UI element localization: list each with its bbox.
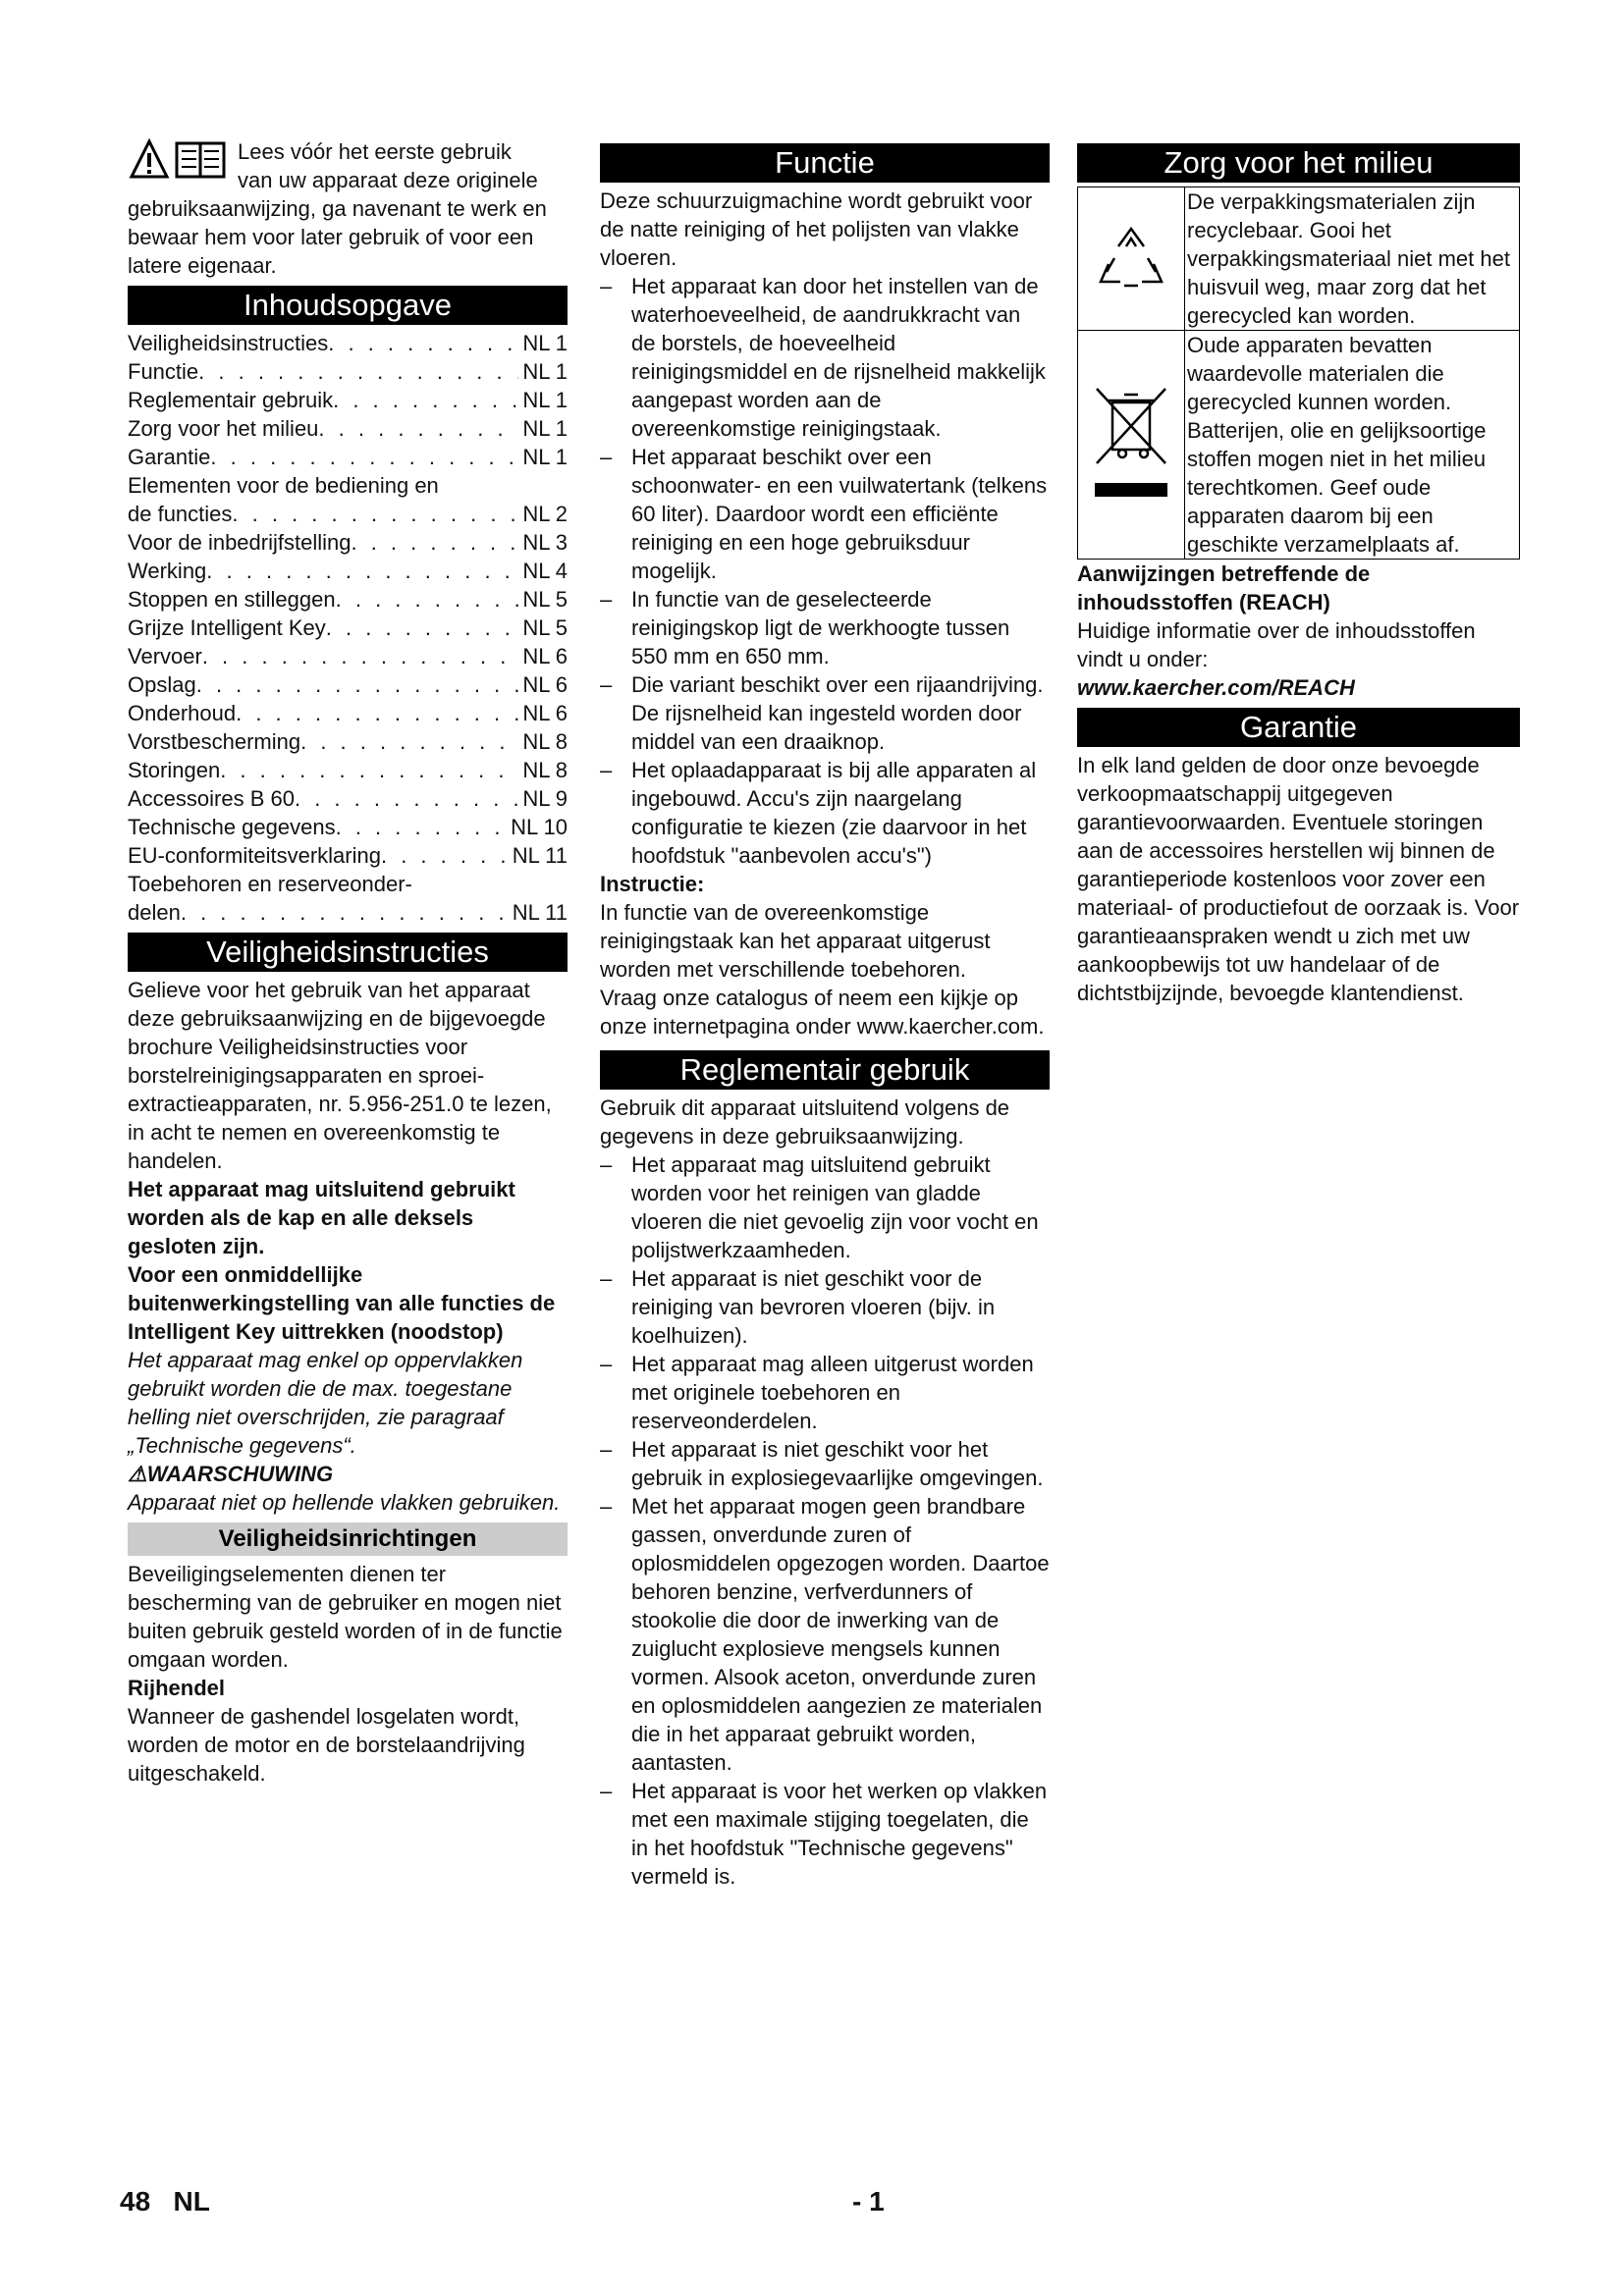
toc-leader-dots bbox=[206, 557, 518, 585]
list-item-text: Het apparaat beschikt over een schoonwater- en een vuilwatertank (telkens 60 liter). Daardoor wordt een efficiënte reiniging en een hoge gebruiksduur mogelijk. bbox=[631, 445, 1048, 583]
dash-bullet: – bbox=[600, 1779, 613, 1803]
toc-item[interactable] bbox=[128, 670, 568, 699]
warning-manual-icon bbox=[128, 137, 236, 183]
toc-item-label: Functie bbox=[128, 359, 199, 384]
toc-item-label: Reglementair gebruik bbox=[128, 388, 334, 412]
list-item-text: Het apparaat mag uitsluitend gebruikt worden voor het reinigen van gladde vloeren die niet gevoelig zijn voor vocht en polijstwerkzaamheden. bbox=[631, 1152, 1039, 1262]
dash-bullet: – bbox=[600, 1352, 613, 1376]
list-item-text: Het apparaat is niet geschikt voor de reiniging van bevroren vloeren (bijv. in koelhuizen). bbox=[631, 1266, 996, 1348]
toc-item-label: Onderhoud bbox=[128, 701, 237, 725]
dash-bullet: – bbox=[600, 1437, 613, 1462]
warranty-paragraph: In elk land gelden de door onze bevoegde verkoopmaatschappij uitgegeven garantievoorwaarden. Eventuele storingen aan de accessoires herstellen wij binnen de garantieperiode kostenloos voor zover een materiaal- of productiefout de oorzaak is. Voor garantieaanspraken wendt u zich met uw aankoopbewijs tot uw handelaar of de dichtstbijzijnde, bevoegde klantendienst. bbox=[1077, 753, 1520, 1005]
environment-heading: Zorg voor het milieu bbox=[1077, 143, 1520, 183]
toc-item-label: Werking bbox=[128, 559, 207, 583]
toc-leader-dots bbox=[351, 528, 518, 557]
toc-item-label: Grijze Intelligent Key bbox=[128, 615, 326, 640]
list-item-text: Het apparaat is voor het werken op vlakken met een maximale stijging toegelaten, die in het hoofdstuk "Technische gegevens" vermeld is. bbox=[631, 1779, 1048, 1889]
toc-item-label: Zorg voor het milieu bbox=[128, 416, 319, 441]
dash-bullet: – bbox=[600, 1152, 613, 1177]
toc-leader-dots bbox=[318, 414, 518, 443]
function-list bbox=[600, 272, 1050, 870]
intro-rest: gebruiksaanwijzing, ga navenant te werk en bewaar hem voor later gebruik of voor een latere eigenaar. bbox=[128, 196, 547, 278]
toc-leader-dots bbox=[236, 699, 518, 727]
toc-item[interactable] bbox=[128, 357, 568, 386]
recycle-icon bbox=[1078, 187, 1185, 330]
toc-item[interactable] bbox=[128, 898, 568, 927]
toc-leader-dots bbox=[328, 329, 518, 357]
toc-item-page: NL 5 bbox=[522, 615, 568, 640]
intro-notice bbox=[128, 137, 568, 280]
toc-item-page: NL 1 bbox=[522, 359, 568, 384]
toc-leader-dots bbox=[198, 357, 518, 386]
toc-leader-dots bbox=[336, 585, 519, 614]
intro-line-1: Lees vóór het eerste gebruik bbox=[238, 139, 512, 164]
devices-heading: Veiligheidsinrichtingen bbox=[128, 1522, 568, 1556]
toc-item-label: Opslag bbox=[128, 672, 196, 697]
devices-paragraph: Beveiligingselementen dienen ter bescherming van de gebruiker en mogen niet buiten gebruik gesteld worden of in de functie omgaan worden. bbox=[128, 1562, 563, 1672]
list-item-text: Met het apparaat mogen geen brandbare gassen, onverdunde zuren of oplosmiddelen opgezogen worden. Daartoe behoren benzine, verfverdunners of stookolie die door de inwerking van de zuiglucht explosieve mengsels kunnen vormen. Alsook aceton, onverdunde zuren en oplosmiddelen aangezien ze materialen die in het apparaat gebruikt worden, aantasten. bbox=[631, 1494, 1050, 1775]
toc-item[interactable] bbox=[128, 329, 568, 357]
usage-paragraph: Gebruik dit apparaat uitsluitend volgens de gegevens in deze gebruiksaanwijzing. bbox=[600, 1095, 1010, 1148]
disposal-text: Oude apparaten bevatten waardevolle materialen die gerecycled kunnen worden. Batterijen, olie en gelijksoortige stoffen mogen niet in het milieu terechtkomen. Geef oude apparaten daarom bij een geschikte verzamelplaats af. bbox=[1187, 333, 1487, 557]
list-item bbox=[600, 443, 1050, 585]
reach-text: Huidige informatie over de inhoudsstoffen vindt u onder: bbox=[1077, 618, 1476, 671]
toc-item-page: NL 11 bbox=[512, 843, 568, 868]
safety-paragraph: Gelieve voor het gebruik van het apparaat deze gebruiksaanwijzing en de bijgevoegde brochure Veiligheidsinstructies voor borstelreinigingsapparaten en sproei-extractieapparaten, nr. 5.956-251.0 te lezen, in acht te nemen en overeenkomstig te handelen. bbox=[128, 978, 552, 1173]
toc-item-page: NL 2 bbox=[522, 502, 568, 526]
toc-item-page: NL 10 bbox=[511, 815, 568, 839]
recycling-text: De verpakkingsmaterialen zijn recyclebaar. Gooi het verpakkingsmateriaal niet met het huisvuil weg, maar zorg dat het gerecycled kan worden. bbox=[1187, 189, 1510, 328]
list-item bbox=[600, 756, 1050, 870]
toc-item-page: NL 11 bbox=[512, 900, 568, 925]
toc-item[interactable] bbox=[128, 500, 568, 528]
reach-link[interactable]: www.kaercher.com/REACH bbox=[1077, 675, 1355, 700]
toc-item-label: Stoppen en stilleggen bbox=[128, 587, 336, 612]
toc-heading: Inhoudsopgave bbox=[128, 286, 568, 325]
toc-item[interactable] bbox=[128, 443, 568, 471]
intro-line-2: van uw apparaat deze originele bbox=[238, 168, 538, 192]
safety-italic-2: Apparaat niet op hellende vlakken gebruiken. bbox=[128, 1490, 561, 1515]
toc-item-page: NL 1 bbox=[522, 416, 568, 441]
warning-text: WAARSCHUWING bbox=[146, 1462, 334, 1486]
list-item bbox=[600, 1777, 1050, 1891]
toc-item-label: de functies bbox=[128, 502, 233, 526]
dash-bullet: – bbox=[600, 445, 613, 469]
toc-leader-dots bbox=[326, 614, 519, 642]
function-paragraph-2: In functie van de overeenkomstige reinigingstaak kan het apparaat uitgerust worden met verschillende toebehoren. bbox=[600, 900, 991, 982]
safety-italic-1: Het apparaat mag enkel op oppervlakken gebruikt worden die de max. toegestane helling niet overschrijden, zie paragraaf „Technische gegevens“. bbox=[128, 1348, 523, 1458]
toc-item-page: NL 9 bbox=[522, 786, 568, 811]
toc-item[interactable] bbox=[128, 414, 568, 443]
dash-bullet: – bbox=[600, 1266, 613, 1291]
toc-leader-dots bbox=[300, 727, 518, 756]
toc-item[interactable] bbox=[128, 813, 568, 841]
page-number: 48 bbox=[120, 2186, 151, 2216]
footer-center-number: - 1 bbox=[852, 2186, 885, 2216]
warning-icon: ⚠ bbox=[128, 1462, 147, 1486]
toc-item[interactable] bbox=[128, 585, 568, 614]
function-paragraph: Deze schuurzuigmachine wordt gebruikt voor de natte reiniging of het polijsten van vlakke vloeren. bbox=[600, 188, 1033, 270]
toc-leader-dots bbox=[220, 756, 518, 784]
toc-item-page: NL 6 bbox=[522, 672, 568, 697]
dash-bullet: – bbox=[600, 758, 613, 782]
safety-bold-1: Het apparaat mag uitsluitend gebruikt worden als de kap en alle deksels gesloten zijn. bbox=[128, 1177, 515, 1258]
toc-item[interactable] bbox=[128, 870, 568, 898]
list-item bbox=[600, 1150, 1050, 1264]
toc-item-page: NL 8 bbox=[522, 729, 568, 754]
toc-leader-dots bbox=[333, 386, 518, 414]
devices-subheading: Rijhendel bbox=[128, 1676, 226, 1700]
toc-item[interactable] bbox=[128, 699, 568, 727]
toc-item-page: NL 4 bbox=[522, 559, 568, 583]
footer-page-label bbox=[120, 2187, 210, 2216]
function-heading: Functie bbox=[600, 143, 1050, 183]
usage-heading: Reglementair gebruik bbox=[600, 1050, 1050, 1090]
dash-bullet: – bbox=[600, 587, 613, 612]
column-right bbox=[1077, 137, 1520, 1007]
safety-bold-2: Voor een onmiddellijke buitenwerkingstelling van alle functies de Intelligent Key uittrekken (noodstop) bbox=[128, 1262, 556, 1344]
list-item-text: Die variant beschikt over een rijaandrijving. De rijsnelheid kan ingesteld worden door middel van een draaiknop. bbox=[631, 672, 1044, 754]
list-item bbox=[600, 1492, 1050, 1777]
usage-list bbox=[600, 1150, 1050, 1891]
dash-bullet: – bbox=[600, 1494, 613, 1519]
toc-item[interactable] bbox=[128, 386, 568, 414]
toc-item-label: Accessoires B 60 bbox=[128, 786, 295, 811]
toc-item[interactable] bbox=[128, 784, 568, 813]
toc-leader-dots bbox=[381, 841, 509, 870]
toc-item[interactable] bbox=[128, 557, 568, 585]
toc-item-label: Storingen bbox=[128, 758, 221, 782]
list-item-text: Het apparaat mag alleen uitgerust worden met originele toebehoren en reserveonderdelen. bbox=[631, 1352, 1034, 1433]
toc-leader-dots bbox=[181, 898, 509, 927]
toc-leader-dots bbox=[202, 642, 519, 670]
list-item bbox=[600, 1350, 1050, 1435]
reach-heading: Aanwijzingen betreffende de inhoudsstoffen (REACH) bbox=[1077, 561, 1371, 614]
list-item bbox=[600, 1435, 1050, 1492]
list-item-text: In functie van de geselecteerde reinigingskop ligt de werkhoogte tussen 550 mm en 650 mm. bbox=[631, 587, 1010, 668]
crossed-bin-icon bbox=[1078, 331, 1185, 559]
function-subheading: Instructie: bbox=[600, 872, 705, 896]
list-item-text: Het apparaat kan door het instellen van de waterhoeveelheid, de aandrukkracht van de borstels, de hoeveelheid reinigingsmiddel en de rijsnelheid makkelijk aangepast worden aan de overeenkomstige reinigingstaak. bbox=[631, 274, 1046, 441]
toc-item-page: NL 6 bbox=[522, 701, 568, 725]
list-item bbox=[600, 1264, 1050, 1350]
toc-item[interactable] bbox=[128, 471, 568, 500]
warranty-heading: Garantie bbox=[1077, 708, 1520, 747]
toc-item-label: Elementen voor de bediening en bbox=[128, 473, 439, 498]
toc-item-label: Voor de inbedrijfstelling bbox=[128, 530, 352, 555]
toc-item[interactable] bbox=[128, 756, 568, 784]
devices-paragraph-2: Wanneer de gashendel losgelaten wordt, worden de motor en de borstelaandrijving uitgeschakeld. bbox=[128, 1704, 525, 1786]
toc-item[interactable] bbox=[128, 642, 568, 670]
toc-item-page: NL 3 bbox=[522, 530, 568, 555]
warning-label bbox=[128, 1460, 568, 1488]
function-paragraph-3: Vraag onze catalogus of neem een kijkje op onze internetpagina onder www.kaercher.com. bbox=[600, 986, 1045, 1039]
column-left bbox=[128, 137, 568, 1788]
list-item bbox=[600, 585, 1050, 670]
toc-leader-dots bbox=[232, 500, 518, 528]
list-item-text: Het apparaat is niet geschikt voor het gebruik in explosiegevaarlijke omgevingen. bbox=[631, 1437, 1044, 1490]
toc-item[interactable] bbox=[128, 841, 568, 870]
toc-item[interactable] bbox=[128, 727, 568, 756]
toc-item-page: NL 6 bbox=[522, 644, 568, 668]
toc-item[interactable] bbox=[128, 528, 568, 557]
toc-leader-dots bbox=[336, 813, 508, 841]
toc-leader-dots bbox=[196, 670, 519, 699]
toc-item-label: Garantie bbox=[128, 445, 211, 469]
safety-heading: Veiligheidsinstructies bbox=[128, 933, 568, 972]
toc-item-label: delen bbox=[128, 900, 181, 925]
toc-item-label: EU-conformiteitsverklaring bbox=[128, 843, 381, 868]
toc-leader-dots bbox=[295, 784, 518, 813]
list-item bbox=[600, 272, 1050, 443]
toc-item[interactable] bbox=[128, 614, 568, 642]
toc-item-label: Vervoer bbox=[128, 644, 202, 668]
recycling-box bbox=[1077, 187, 1520, 331]
toc-item-page: NL 8 bbox=[522, 758, 568, 782]
toc-item-label: Veiligheidsinstructies bbox=[128, 331, 329, 355]
toc-item-label: Technische gegevens bbox=[128, 815, 336, 839]
toc-item-page: NL 1 bbox=[522, 445, 568, 469]
toc-list bbox=[128, 329, 568, 927]
toc-leader-dots bbox=[210, 443, 518, 471]
column-middle bbox=[600, 137, 1050, 1891]
dash-bullet: – bbox=[600, 274, 613, 298]
toc-item-label: Toebehoren en reserveonder- bbox=[128, 872, 412, 896]
toc-item-label: Vorstbescherming bbox=[128, 729, 301, 754]
disposal-box bbox=[1077, 331, 1520, 560]
toc-item-page: NL 1 bbox=[522, 388, 568, 412]
toc-item-page: NL 1 bbox=[522, 331, 568, 355]
toc-item-page: NL 5 bbox=[522, 587, 568, 612]
language-code: NL bbox=[173, 2186, 210, 2216]
dash-bullet: – bbox=[600, 672, 613, 697]
list-item bbox=[600, 670, 1050, 756]
list-item-text: Het oplaadapparaat is bij alle apparaten al ingebouwd. Accu's zijn naargelang configuratie te kiezen (zie daarvoor in het hoofdstuk "aanbevolen accu's") bbox=[631, 758, 1037, 868]
